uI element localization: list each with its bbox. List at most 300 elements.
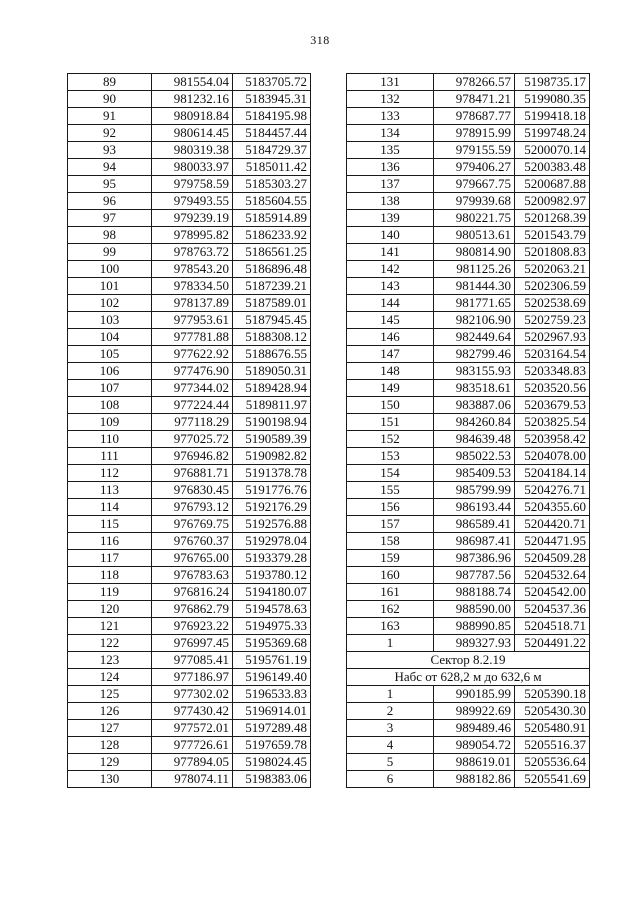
y-coordinate: 5204532.64 — [515, 567, 590, 584]
y-coordinate: 5201808.83 — [515, 244, 590, 261]
point-number: 2 — [347, 703, 434, 720]
table-row — [347, 380, 590, 397]
x-coordinate: 977476.90 — [152, 363, 233, 380]
table-row — [68, 771, 311, 788]
point-number: 133 — [347, 108, 434, 125]
point-number: 104 — [68, 329, 152, 346]
y-coordinate: 5203958.42 — [515, 431, 590, 448]
point-number: 116 — [68, 533, 152, 550]
table-row — [68, 482, 311, 499]
x-coordinate: 988182.86 — [434, 771, 515, 788]
table-row — [347, 176, 590, 193]
table-row — [347, 108, 590, 125]
x-coordinate: 977118.29 — [152, 414, 233, 431]
table-row — [68, 397, 311, 414]
point-number: 118 — [68, 567, 152, 584]
table-row — [68, 686, 311, 703]
x-coordinate: 988590.00 — [434, 601, 515, 618]
table-row — [347, 754, 590, 771]
table-row — [347, 567, 590, 584]
point-number: 3 — [347, 720, 434, 737]
x-coordinate: 988619.01 — [434, 754, 515, 771]
point-number: 134 — [347, 125, 434, 142]
x-coordinate: 983518.61 — [434, 380, 515, 397]
y-coordinate: 5203348.83 — [515, 363, 590, 380]
x-coordinate: 976862.79 — [152, 601, 233, 618]
table-row — [347, 312, 590, 329]
y-coordinate: 5192576.88 — [233, 516, 311, 533]
x-coordinate: 977430.42 — [152, 703, 233, 720]
point-number: 96 — [68, 193, 152, 210]
table-row — [68, 737, 311, 754]
y-coordinate: 5203825.54 — [515, 414, 590, 431]
table-row — [347, 91, 590, 108]
table-row — [68, 363, 311, 380]
point-number: 99 — [68, 244, 152, 261]
table-row — [347, 533, 590, 550]
table-row — [347, 448, 590, 465]
table-row — [347, 584, 590, 601]
y-coordinate: 5205480.91 — [515, 720, 590, 737]
table-row — [68, 108, 311, 125]
x-coordinate: 985022.53 — [434, 448, 515, 465]
table-row — [68, 125, 311, 142]
x-coordinate: 982106.90 — [434, 312, 515, 329]
table-row — [68, 516, 311, 533]
point-number: 105 — [68, 346, 152, 363]
point-number: 4 — [347, 737, 434, 754]
x-coordinate: 976760.37 — [152, 533, 233, 550]
x-coordinate: 980033.97 — [152, 159, 233, 176]
page-number: 318 — [310, 33, 330, 47]
y-coordinate: 5188676.55 — [233, 346, 311, 363]
y-coordinate: 5192978.04 — [233, 533, 311, 550]
point-number: 137 — [347, 176, 434, 193]
x-coordinate: 976783.63 — [152, 567, 233, 584]
table-row — [347, 720, 590, 737]
table-row — [347, 397, 590, 414]
point-number: 107 — [68, 380, 152, 397]
y-coordinate: 5191378.78 — [233, 465, 311, 482]
table-row — [347, 261, 590, 278]
point-number: 106 — [68, 363, 152, 380]
table-row — [347, 431, 590, 448]
y-coordinate: 5194578.63 — [233, 601, 311, 618]
table-row — [68, 210, 311, 227]
point-number: 6 — [347, 771, 434, 788]
x-coordinate: 987787.56 — [434, 567, 515, 584]
y-coordinate: 5199418.18 — [515, 108, 590, 125]
table-row — [68, 91, 311, 108]
x-coordinate: 985799.99 — [434, 482, 515, 499]
table-row — [347, 550, 590, 567]
point-number: 98 — [68, 227, 152, 244]
point-number: 151 — [347, 414, 434, 431]
y-coordinate: 5196914.01 — [233, 703, 311, 720]
x-coordinate: 987386.96 — [434, 550, 515, 567]
sector-header-row — [347, 652, 590, 669]
table-row — [68, 295, 311, 312]
table-row — [347, 618, 590, 635]
point-number: 120 — [68, 601, 152, 618]
x-coordinate: 984639.48 — [434, 431, 515, 448]
point-number: 119 — [68, 584, 152, 601]
x-coordinate: 977572.01 — [152, 720, 233, 737]
point-number: 1 — [347, 635, 434, 652]
y-coordinate: 5186233.92 — [233, 227, 311, 244]
point-number: 159 — [347, 550, 434, 567]
x-coordinate: 976793.12 — [152, 499, 233, 516]
x-coordinate: 979155.59 — [434, 142, 515, 159]
point-number: 94 — [68, 159, 152, 176]
y-coordinate: 5201268.39 — [515, 210, 590, 227]
y-coordinate: 5191776.76 — [233, 482, 311, 499]
x-coordinate: 984260.84 — [434, 414, 515, 431]
point-number: 93 — [68, 142, 152, 159]
y-coordinate: 5183705.72 — [233, 74, 311, 91]
x-coordinate: 978763.72 — [152, 244, 233, 261]
point-number: 124 — [68, 669, 152, 686]
y-coordinate: 5186561.25 — [233, 244, 311, 261]
table-row — [68, 669, 311, 686]
y-coordinate: 5204471.95 — [515, 533, 590, 550]
point-number: 123 — [68, 652, 152, 669]
x-coordinate: 976997.45 — [152, 635, 233, 652]
y-coordinate: 5185303.27 — [233, 176, 311, 193]
point-number: 127 — [68, 720, 152, 737]
x-coordinate: 977622.92 — [152, 346, 233, 363]
point-number: 150 — [347, 397, 434, 414]
x-coordinate: 981232.16 — [152, 91, 233, 108]
y-coordinate: 5190198.94 — [233, 414, 311, 431]
x-coordinate: 980513.61 — [434, 227, 515, 244]
table-row — [347, 635, 590, 652]
point-number: 115 — [68, 516, 152, 533]
table-row — [68, 74, 311, 91]
x-coordinate: 980221.75 — [434, 210, 515, 227]
point-number: 140 — [347, 227, 434, 244]
point-number: 158 — [347, 533, 434, 550]
point-number: 148 — [347, 363, 434, 380]
y-coordinate: 5187239.21 — [233, 278, 311, 295]
table-row — [68, 550, 311, 567]
x-coordinate: 976881.71 — [152, 465, 233, 482]
x-coordinate: 985409.53 — [434, 465, 515, 482]
y-coordinate: 5196533.83 — [233, 686, 311, 703]
point-number: 89 — [68, 74, 152, 91]
sector-subtitle: Набс от 628,2 м до 632,6 м — [347, 669, 590, 686]
table-row — [68, 499, 311, 516]
x-coordinate: 989489.46 — [434, 720, 515, 737]
x-coordinate: 983155.93 — [434, 363, 515, 380]
table-row — [347, 329, 590, 346]
x-coordinate: 978266.57 — [434, 74, 515, 91]
point-number: 103 — [68, 312, 152, 329]
table-row — [68, 346, 311, 363]
y-coordinate: 5198735.17 — [515, 74, 590, 91]
table-row — [347, 159, 590, 176]
y-coordinate: 5183945.31 — [233, 91, 311, 108]
x-coordinate: 978687.77 — [434, 108, 515, 125]
y-coordinate: 5190982.82 — [233, 448, 311, 465]
x-coordinate: 982449.64 — [434, 329, 515, 346]
point-number: 128 — [68, 737, 152, 754]
point-number: 125 — [68, 686, 152, 703]
table-row — [68, 601, 311, 618]
x-coordinate: 977186.97 — [152, 669, 233, 686]
y-coordinate: 5204537.36 — [515, 601, 590, 618]
point-number: 113 — [68, 482, 152, 499]
point-number: 1 — [347, 686, 434, 703]
point-number: 135 — [347, 142, 434, 159]
table-row — [68, 567, 311, 584]
point-number: 136 — [347, 159, 434, 176]
x-coordinate: 979667.75 — [434, 176, 515, 193]
y-coordinate: 5204078.00 — [515, 448, 590, 465]
table-row — [347, 771, 590, 788]
table-row — [68, 703, 311, 720]
y-coordinate: 5197289.48 — [233, 720, 311, 737]
y-coordinate: 5199080.35 — [515, 91, 590, 108]
x-coordinate: 978074.11 — [152, 771, 233, 788]
y-coordinate: 5185604.55 — [233, 193, 311, 210]
y-coordinate: 5204518.71 — [515, 618, 590, 635]
x-coordinate: 988990.85 — [434, 618, 515, 635]
table-row — [68, 533, 311, 550]
point-number: 92 — [68, 125, 152, 142]
table-row — [68, 754, 311, 771]
y-coordinate: 5188308.12 — [233, 329, 311, 346]
y-coordinate: 5184457.44 — [233, 125, 311, 142]
point-number: 132 — [347, 91, 434, 108]
coordinates-table-right — [346, 73, 590, 788]
y-coordinate: 5195369.68 — [233, 635, 311, 652]
y-coordinate: 5200982.97 — [515, 193, 590, 210]
point-number: 110 — [68, 431, 152, 448]
x-coordinate: 979239.19 — [152, 210, 233, 227]
x-coordinate: 980918.84 — [152, 108, 233, 125]
table-row — [68, 244, 311, 261]
point-number: 149 — [347, 380, 434, 397]
y-coordinate: 5184729.37 — [233, 142, 311, 159]
sector-subheader-row — [347, 669, 590, 686]
x-coordinate: 989922.69 — [434, 703, 515, 720]
table-row — [347, 125, 590, 142]
y-coordinate: 5202967.93 — [515, 329, 590, 346]
table-row — [68, 635, 311, 652]
y-coordinate: 5192176.29 — [233, 499, 311, 516]
y-coordinate: 5194180.07 — [233, 584, 311, 601]
point-number: 160 — [347, 567, 434, 584]
table-row — [68, 176, 311, 193]
table-row — [68, 261, 311, 278]
x-coordinate: 976765.00 — [152, 550, 233, 567]
y-coordinate: 5205536.64 — [515, 754, 590, 771]
x-coordinate: 983887.06 — [434, 397, 515, 414]
table-row — [347, 227, 590, 244]
point-number: 108 — [68, 397, 152, 414]
table-row — [68, 312, 311, 329]
x-coordinate: 980614.45 — [152, 125, 233, 142]
table-row — [347, 278, 590, 295]
x-coordinate: 981444.30 — [434, 278, 515, 295]
x-coordinate: 979493.55 — [152, 193, 233, 210]
y-coordinate: 5185011.42 — [233, 159, 311, 176]
point-number: 153 — [347, 448, 434, 465]
point-number: 129 — [68, 754, 152, 771]
y-coordinate: 5189428.94 — [233, 380, 311, 397]
x-coordinate: 979939.68 — [434, 193, 515, 210]
x-coordinate: 977953.61 — [152, 312, 233, 329]
table-row — [68, 414, 311, 431]
point-number: 155 — [347, 482, 434, 499]
point-number: 161 — [347, 584, 434, 601]
y-coordinate: 5203679.53 — [515, 397, 590, 414]
x-coordinate: 978471.21 — [434, 91, 515, 108]
table-row — [347, 346, 590, 363]
table-row — [347, 363, 590, 380]
y-coordinate: 5205541.69 — [515, 771, 590, 788]
x-coordinate: 977224.44 — [152, 397, 233, 414]
table-row — [347, 482, 590, 499]
table-row — [68, 465, 311, 482]
y-coordinate: 5197659.78 — [233, 737, 311, 754]
y-coordinate: 5185914.89 — [233, 210, 311, 227]
table-row — [347, 142, 590, 159]
x-coordinate: 978915.99 — [434, 125, 515, 142]
point-number: 101 — [68, 278, 152, 295]
x-coordinate: 978137.89 — [152, 295, 233, 312]
point-number: 141 — [347, 244, 434, 261]
point-number: 142 — [347, 261, 434, 278]
y-coordinate: 5204509.28 — [515, 550, 590, 567]
table-row — [347, 465, 590, 482]
table-row — [347, 499, 590, 516]
x-coordinate: 979758.59 — [152, 176, 233, 193]
y-coordinate: 5195761.19 — [233, 652, 311, 669]
x-coordinate: 976816.24 — [152, 584, 233, 601]
point-number: 145 — [347, 312, 434, 329]
y-coordinate: 5200070.14 — [515, 142, 590, 159]
point-number: 162 — [347, 601, 434, 618]
y-coordinate: 5204420.71 — [515, 516, 590, 533]
table-row — [347, 193, 590, 210]
y-coordinate: 5194975.33 — [233, 618, 311, 635]
x-coordinate: 989054.72 — [434, 737, 515, 754]
x-coordinate: 976830.45 — [152, 482, 233, 499]
y-coordinate: 5202306.59 — [515, 278, 590, 295]
y-coordinate: 5184195.98 — [233, 108, 311, 125]
point-number: 163 — [347, 618, 434, 635]
point-number: 112 — [68, 465, 152, 482]
table-row — [347, 601, 590, 618]
x-coordinate: 977302.02 — [152, 686, 233, 703]
table-row — [347, 414, 590, 431]
x-coordinate: 977085.41 — [152, 652, 233, 669]
table-row — [68, 329, 311, 346]
x-coordinate: 986987.41 — [434, 533, 515, 550]
y-coordinate: 5204491.22 — [515, 635, 590, 652]
x-coordinate: 977344.02 — [152, 380, 233, 397]
y-coordinate: 5204542.00 — [515, 584, 590, 601]
point-number: 146 — [347, 329, 434, 346]
y-coordinate: 5199748.24 — [515, 125, 590, 142]
table-row — [347, 516, 590, 533]
y-coordinate: 5193780.12 — [233, 567, 311, 584]
point-number: 91 — [68, 108, 152, 125]
x-coordinate: 982799.46 — [434, 346, 515, 363]
y-coordinate: 5205516.37 — [515, 737, 590, 754]
x-coordinate: 978334.50 — [152, 278, 233, 295]
point-number: 147 — [347, 346, 434, 363]
x-coordinate: 976923.22 — [152, 618, 233, 635]
table-row — [347, 295, 590, 312]
y-coordinate: 5202063.21 — [515, 261, 590, 278]
point-number: 100 — [68, 261, 152, 278]
y-coordinate: 5190589.39 — [233, 431, 311, 448]
point-number: 131 — [347, 74, 434, 91]
table-row — [68, 720, 311, 737]
table-row — [68, 380, 311, 397]
y-coordinate: 5205430.30 — [515, 703, 590, 720]
point-number: 156 — [347, 499, 434, 516]
x-coordinate: 988188.74 — [434, 584, 515, 601]
y-coordinate: 5203164.54 — [515, 346, 590, 363]
y-coordinate: 5200383.48 — [515, 159, 590, 176]
point-number: 95 — [68, 176, 152, 193]
x-coordinate: 981125.26 — [434, 261, 515, 278]
y-coordinate: 5186896.48 — [233, 261, 311, 278]
y-coordinate: 5189050.31 — [233, 363, 311, 380]
y-coordinate: 5202538.69 — [515, 295, 590, 312]
coordinates-table-left — [67, 73, 311, 788]
point-number: 154 — [347, 465, 434, 482]
x-coordinate: 980814.90 — [434, 244, 515, 261]
table-row — [68, 159, 311, 176]
point-number: 144 — [347, 295, 434, 312]
table-row — [68, 431, 311, 448]
x-coordinate: 980319.38 — [152, 142, 233, 159]
table-row — [347, 737, 590, 754]
point-number: 126 — [68, 703, 152, 720]
x-coordinate: 986193.44 — [434, 499, 515, 516]
y-coordinate: 5200687.88 — [515, 176, 590, 193]
y-coordinate: 5198383.06 — [233, 771, 311, 788]
y-coordinate: 5204276.71 — [515, 482, 590, 499]
y-coordinate: 5203520.56 — [515, 380, 590, 397]
x-coordinate: 981554.04 — [152, 74, 233, 91]
point-number: 157 — [347, 516, 434, 533]
y-coordinate: 5204184.14 — [515, 465, 590, 482]
table-row — [347, 686, 590, 703]
y-coordinate: 5196149.40 — [233, 669, 311, 686]
table-row — [68, 278, 311, 295]
x-coordinate: 977025.72 — [152, 431, 233, 448]
y-coordinate: 5205390.18 — [515, 686, 590, 703]
x-coordinate: 978995.82 — [152, 227, 233, 244]
table-row — [347, 244, 590, 261]
point-number: 122 — [68, 635, 152, 652]
table-row — [68, 448, 311, 465]
point-number: 102 — [68, 295, 152, 312]
table-row — [347, 74, 590, 91]
point-number: 117 — [68, 550, 152, 567]
point-number: 130 — [68, 771, 152, 788]
point-number: 138 — [347, 193, 434, 210]
point-number: 97 — [68, 210, 152, 227]
table-row — [68, 193, 311, 210]
y-coordinate: 5187945.45 — [233, 312, 311, 329]
